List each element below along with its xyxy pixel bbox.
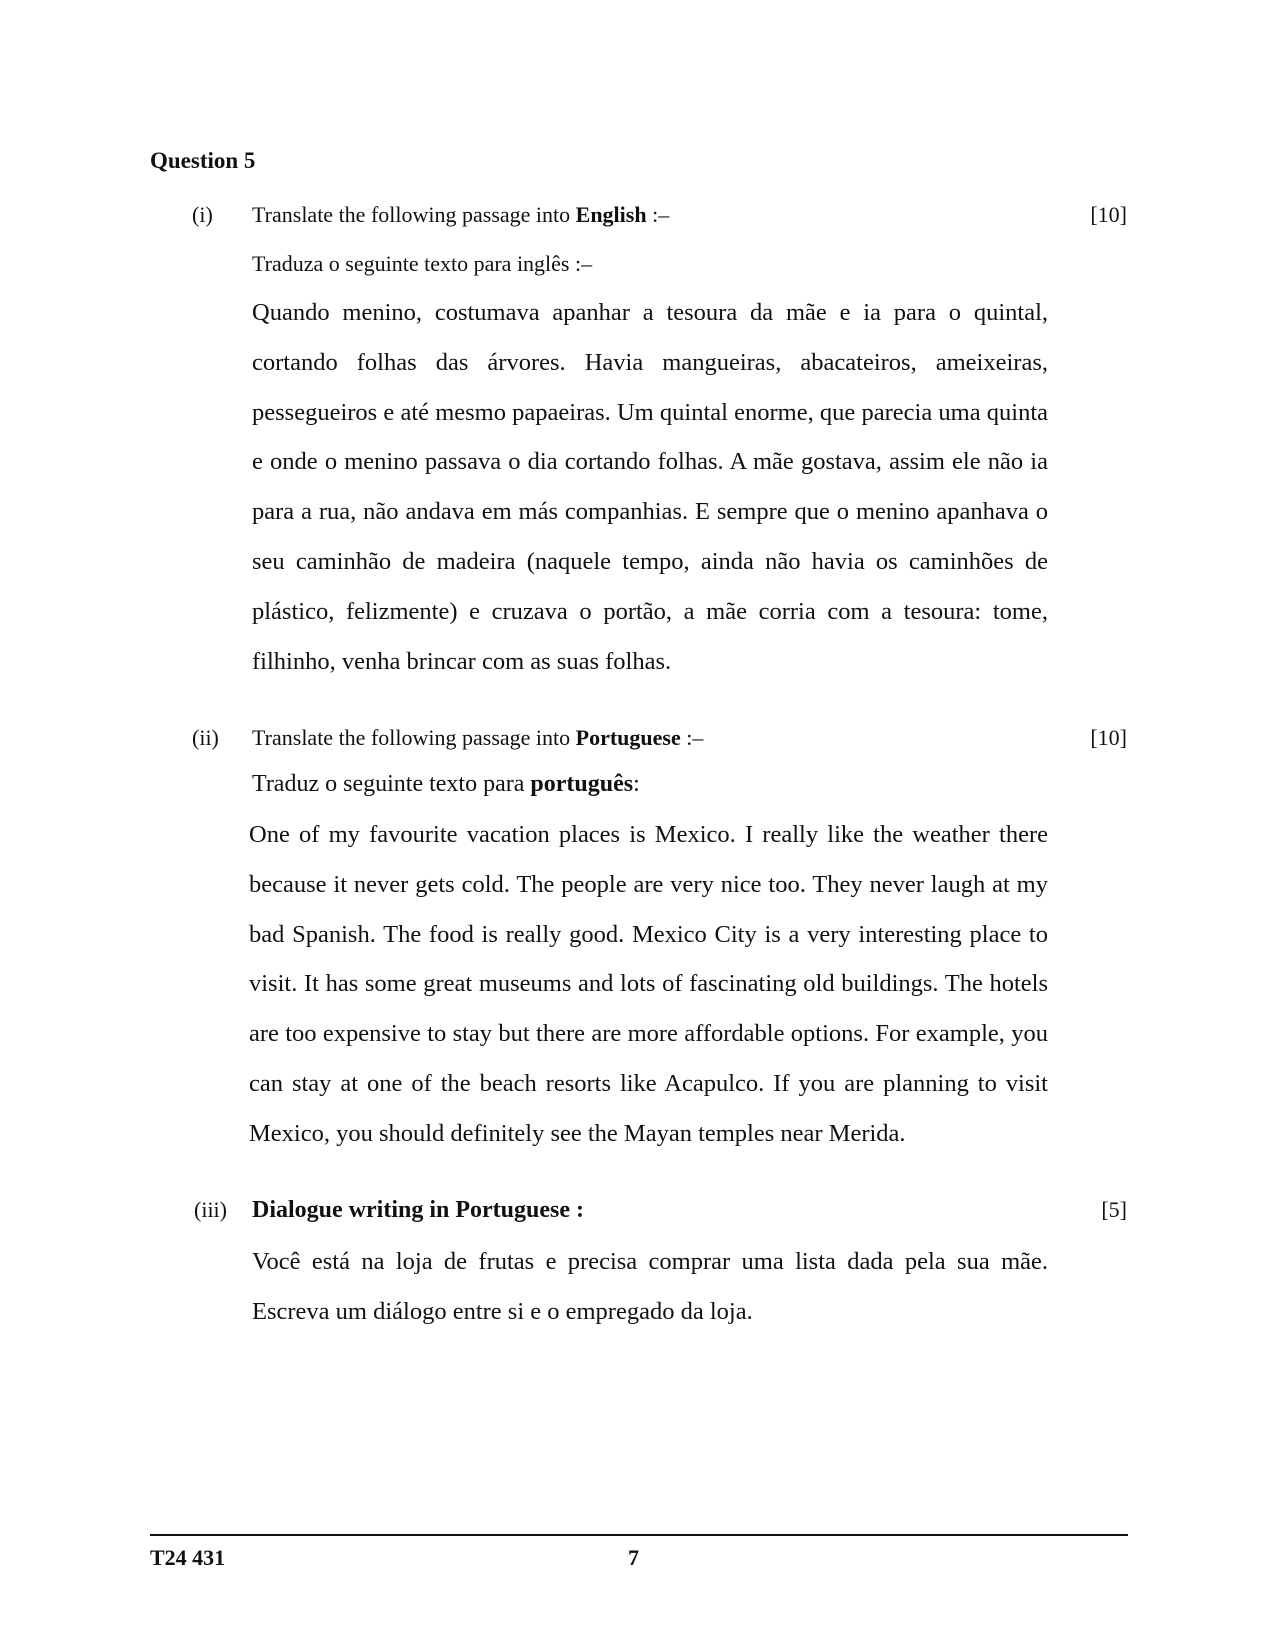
part-1-passage: Quando menino, costumava apanhar a tesoura da mãe e ia para o quintal, cortando folhas das árvores. Havia mangueiras, abacateiros, ameixeiras, pessegueiros e até mesmo papaeiras. Um quintal enorme, que parecia uma quinta e onde o menino passava o dia cortando folhas. A mãe gostava, assim ele não ia para a rua, não andava em más companhias. E sempre que o menino apanhava o seu caminhão de madeira (naquele tempo, ainda não havia os caminhões de plástico, felizmente) e cruzava o portão, a mãe corria com a tesoura: tome, filhinho, venha brincar com as suas folhas.	[252, 299, 1048, 675]
part-2-number: (ii)	[192, 725, 219, 750]
page-number: 7	[628, 1545, 639, 1570]
part-1-marks: [10]	[1090, 202, 1127, 227]
part-3-heading: Dialogue writing in Portuguese :	[252, 1197, 584, 1223]
part-1-subinstruction: Traduza o seguinte texto para inglês :–	[252, 251, 593, 276]
question-title: Question 5	[150, 148, 256, 173]
part-3-text: Você está na loja de frutas e precisa comprar uma lista dada pela sua mãe. Escreva um diálogo entre si e o empregado da loja.	[252, 1248, 1048, 1325]
part-2-subinstruction: Traduz o seguinte texto para português:	[252, 771, 640, 797]
part-2-marks: [10]	[1090, 725, 1127, 750]
paper-code: T24 431	[150, 1545, 226, 1570]
part-2-passage: One of my favourite vacation places is Mexico. I really like the weather there because it never gets cold. The people are very nice too. They never laugh at my bad Spanish. The food is really good. Mexico City is a very interesting place to visit. It has some great museums and lots of fascinating old buildings. The hotels are too expensive to stay but there are more affordable options. For example, you can stay at one of the beach resorts like Acapulco. If you are planning to visit Mexico, you should definitely see the Mayan temples near Merida.	[249, 821, 1048, 1147]
part-1-target-language: English	[575, 202, 647, 227]
part-2-target-language: Portuguese	[575, 725, 681, 750]
part-2-instruction: Translate the following passage into Portuguese :–	[252, 725, 704, 750]
part-1-instruction: Translate the following passage into English :–	[252, 202, 670, 227]
part-1-number: (i)	[192, 202, 213, 227]
footer-divider	[150, 1534, 1128, 1536]
part-3-number: (iii)	[194, 1197, 227, 1222]
part-3-marks: [5]	[1101, 1197, 1127, 1222]
